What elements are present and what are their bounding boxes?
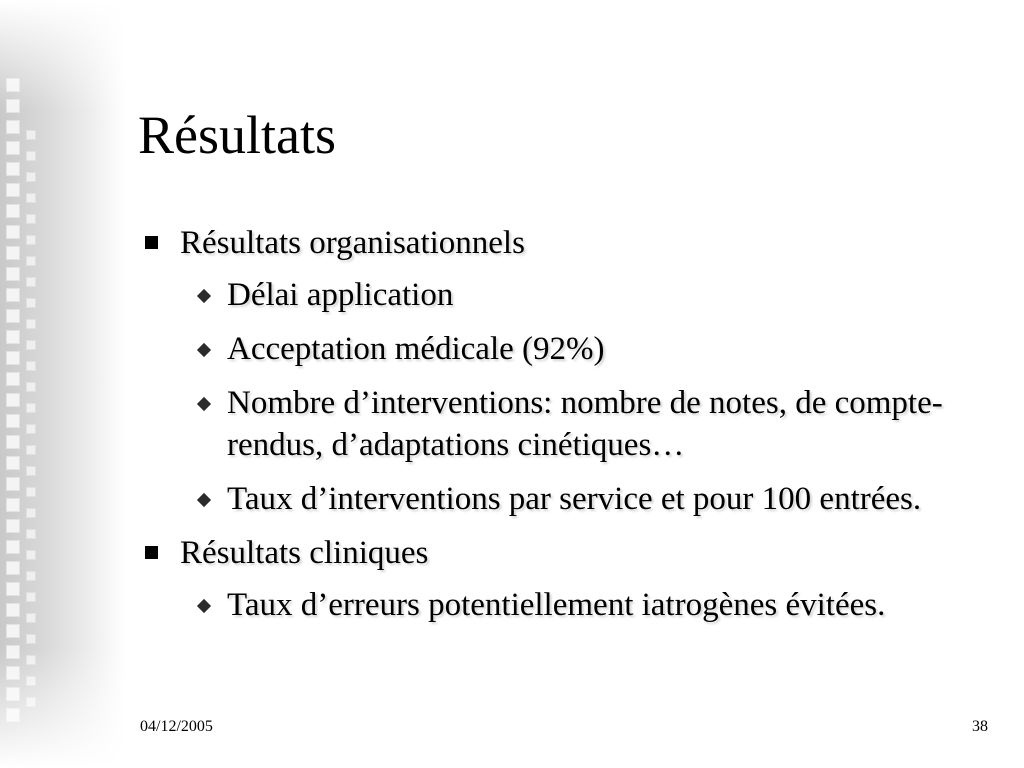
decorative-squares-secondary: [26, 130, 38, 718]
footer-date: 04/12/2005: [140, 718, 213, 735]
list-item-text: Délai application: [227, 277, 454, 313]
diamond-bullet-icon: [197, 493, 211, 507]
diamond-bullet-icon: [197, 289, 211, 303]
diamond-bullet-icon: [197, 343, 211, 357]
section-heading-text: Résultats organisationnels: [180, 225, 525, 261]
square-bullet-icon: [145, 546, 158, 559]
band-bottom-fade: [0, 648, 125, 768]
list-item-text: Taux d’interventions par service et pour 100 entrées.: [227, 481, 922, 517]
slide-content: [140, 222, 970, 638]
diamond-bullet-icon: [197, 397, 211, 411]
section-heading-text: Résultats cliniques: [180, 535, 429, 571]
list-item: [140, 328, 970, 370]
list-item: [140, 382, 970, 466]
section-heading-clinical: [140, 532, 970, 574]
list-item: [140, 584, 970, 626]
list-item-text: Acceptation médicale (92%): [227, 331, 605, 367]
slide-title: Résultats: [138, 105, 336, 165]
list-item-text: Nombre d’interventions: nombre de notes, de compte-rendus, d’adaptations cinétiques…: [227, 385, 943, 463]
section-heading-organisational: [140, 222, 970, 264]
band-top-fade: [0, 0, 125, 110]
list-item: [140, 478, 970, 520]
page-number: 38: [972, 718, 988, 735]
square-bullet-icon: [145, 236, 158, 249]
list-item-text: Taux d’erreurs potentiellement iatrogènes évitées.: [227, 587, 886, 623]
list-item: [140, 274, 970, 316]
decorative-squares: [6, 78, 22, 729]
diamond-bullet-icon: [197, 599, 211, 613]
